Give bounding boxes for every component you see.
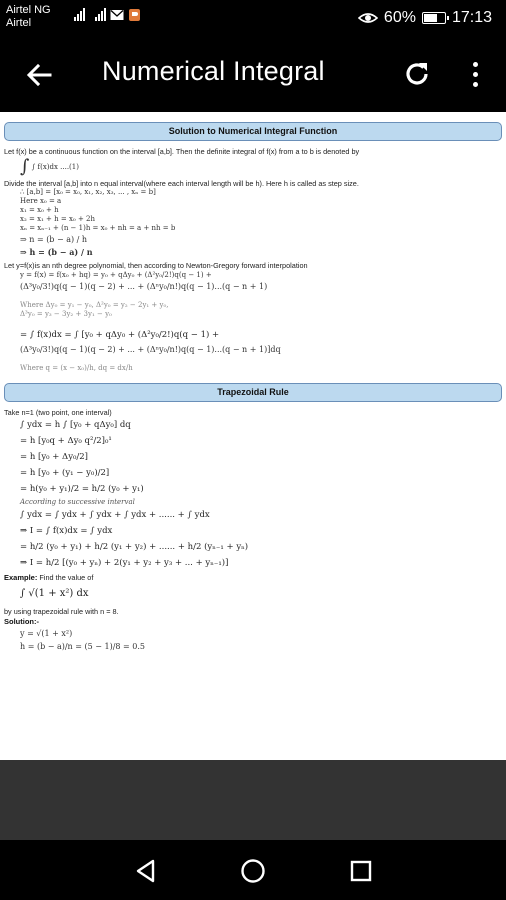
equation: ⇒ h = (b − a) / n <box>20 247 93 257</box>
example-label: Example: <box>4 573 38 582</box>
nav-home-circle-icon <box>238 856 268 886</box>
nav-back-button[interactable] <box>131 856 161 886</box>
paragraph: Let f(x) be a continuous function on the interval [a,b]. Then the definite integral of f(x) from a to b is denoted by <box>4 147 360 156</box>
equation: = h(y₀ + y₁)/2 = h/2 (y₀ + y₁) <box>20 484 144 494</box>
more-vert-icon <box>473 62 478 67</box>
equation: = h [y₀ + Δy₀/2] <box>20 452 88 462</box>
equation: y = f(x) = f(x₀ + hq) = y₀ + qΔy₀ + (Δ²y₀/2!)q(q − 1) + <box>20 270 212 279</box>
equation: x₁ = x₀ + h <box>20 206 59 214</box>
clock: 17:13 <box>451 9 492 26</box>
signal-icons <box>74 7 142 21</box>
nav-recents-square-icon <box>346 856 376 886</box>
equation: According to successive interval <box>20 498 135 506</box>
equation: h = (b − a)/n = (5 − 1)/8 = 0.5 <box>20 641 146 651</box>
equation: ⇒ I = ∫ f(x)dx = ∫ ydx <box>20 526 113 536</box>
equation: ⇒ n = (b − a) / h <box>20 235 88 244</box>
page-title: Numerical Integral <box>102 56 325 86</box>
app-bar <box>0 36 506 112</box>
signal-2-icon <box>95 7 106 21</box>
status-right <box>358 9 492 27</box>
equation: Δ³y₀ = y₃ − 3y₂ + 3y₁ − y₀ <box>20 309 112 318</box>
signal-1-icon <box>74 7 85 21</box>
equation: ∫ ∫ f(x)dx ....(1) <box>20 155 79 177</box>
mail-icon <box>110 9 124 21</box>
refresh-button[interactable] <box>400 57 434 91</box>
equation: = h/2 (y₀ + y₁) + h/2 (y₁ + y₂) + ...... + h/2 (yₙ₋₁ + yₙ) <box>20 542 249 552</box>
equation: (Δ³y₀/3!)q(q − 1)(q − 2) + ... + (Δⁿy₀/n!)q(q − 1)...(q − n + 1)]dq <box>20 344 281 354</box>
equation: Where q = (x − x₀)/h, dq = dx/h <box>20 363 133 372</box>
back-button[interactable] <box>22 58 56 92</box>
equation: xₙ = xₙ₋₁ + (n − 1)h = x₀ + nh = a + nh = b <box>20 224 176 232</box>
battery-icon <box>422 12 446 24</box>
paragraph: by using trapezoidal rule with n = 8. <box>4 607 119 616</box>
nav-home-button[interactable] <box>238 856 268 886</box>
example-line <box>4 573 502 583</box>
carrier-labels <box>6 4 51 30</box>
more-options-button[interactable] <box>462 57 488 91</box>
carrier-1: Airtel NG <box>6 4 51 16</box>
app-notification-icon <box>128 9 142 21</box>
system-nav-bar <box>0 840 506 900</box>
paragraph: Let y=f(x)is an nth degree polynomial, then according to Newton-Gregory forward interpolation <box>4 261 308 270</box>
blank-area <box>0 760 506 840</box>
equation: y = √(1 + x²) <box>20 628 73 638</box>
equation: = h [y₀ + (y₁ − y₀)/2] <box>20 468 110 478</box>
web-content[interactable] <box>0 112 506 760</box>
carrier-2: Airtel <box>6 17 32 29</box>
status-bar <box>0 0 506 36</box>
arrow-back-icon <box>26 63 52 87</box>
example-text: Find the value of <box>39 573 94 582</box>
section-header-trapezoidal-rule: Trapezoidal Rule <box>4 383 502 402</box>
equation: ⇒ I = h/2 [(y₀ + yₙ) + 2(y₁ + y₂ + y₃ + ... + yₙ₋₁)] <box>20 558 229 568</box>
equation: Where Δy₀ = y₁ − y₀, Δ²y₀ = y₂ − 2y₁ + y₀, <box>20 300 169 309</box>
equation: ∴ [a,b] = [x₀ = x₀, x₁, x₂, x₃, ... , xₙ = b] <box>20 188 156 196</box>
paragraph: Take n=1 (two point, one interval) <box>4 407 112 417</box>
equation: Here x₀ = a <box>20 197 62 205</box>
solution-label: Solution:- <box>4 616 39 626</box>
equation: (Δ³y₀/3!)q(q − 1)(q − 2) + ... + (Δⁿy₀/n!)q(q − 1)...(q − n + 1) <box>20 281 268 291</box>
section-header-numerical-integral: Solution to Numerical Integral Function <box>4 122 502 141</box>
equation: = h [y₀q + Δy₀ q²/2]₀¹ <box>20 436 112 446</box>
nav-recents-button[interactable] <box>346 856 376 886</box>
equation: x₂ = x₁ + h = x₀ + 2h <box>20 215 95 223</box>
refresh-icon <box>400 57 434 91</box>
nav-back-triangle-icon <box>131 856 161 886</box>
battery-percent: 60% <box>383 9 416 26</box>
equation: ∫ ydx = ∫ ydx + ∫ ydx + ∫ ydx + ...... + ∫ ydx <box>20 510 210 520</box>
eye-comfort-icon <box>358 11 378 25</box>
equation: ∫ ydx = h ∫ [y₀ + qΔy₀] dq <box>20 420 131 430</box>
equation: = ∫ f(x)dx = ∫ [y₀ + qΔy₀ + (Δ²y₀/2!)q(q − 1) + <box>20 329 220 340</box>
equation: ∫ √(1 + x²) dx <box>20 588 89 599</box>
paragraph: Divide the interval [a,b] into n equal interval(where each interval length will be h). Here h is called as step size. <box>4 178 359 188</box>
battery-fill <box>424 14 437 22</box>
